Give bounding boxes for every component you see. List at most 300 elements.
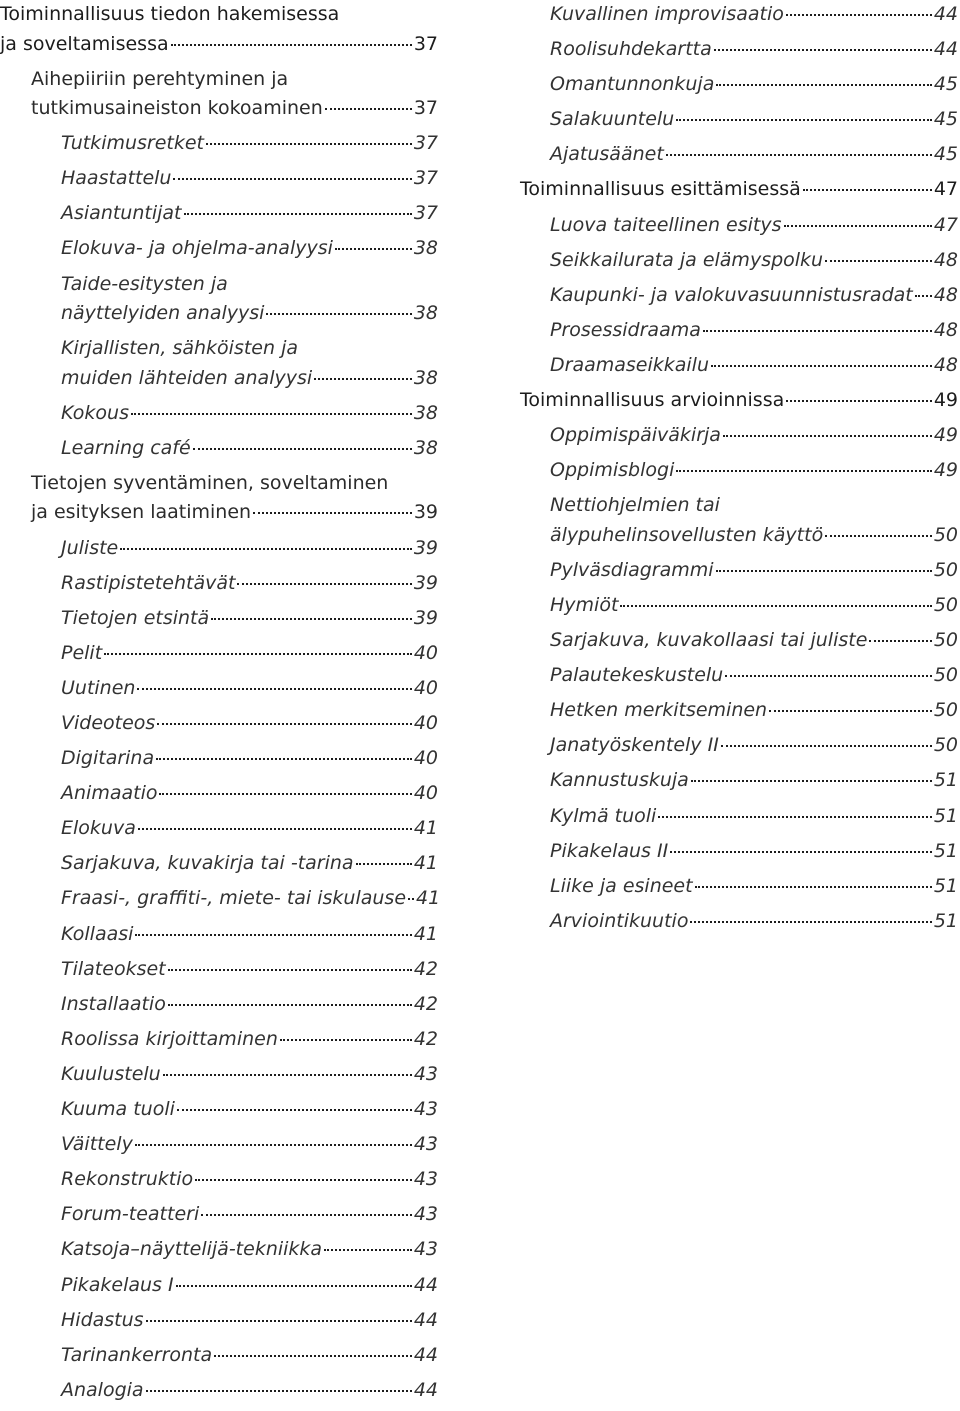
- toc-entry[interactable]: [520, 70, 958, 100]
- toc-entry-line: [0, 849, 438, 879]
- toc-entry-title: Rastipistetehtävät: [61, 571, 236, 594]
- page-number: 50: [933, 664, 958, 687]
- toc-entry-line: [520, 907, 958, 937]
- dot-leader: [803, 188, 932, 191]
- toc-entry[interactable]: [0, 779, 438, 809]
- toc-entry[interactable]: [520, 316, 958, 346]
- toc-entry-line: [520, 766, 958, 796]
- toc-entry-line: [520, 0, 958, 30]
- dot-leader: [324, 1248, 412, 1251]
- toc-entry[interactable]: [0, 334, 438, 393]
- toc-entry-line: [0, 1200, 438, 1230]
- toc-entry[interactable]: [0, 199, 438, 229]
- dot-leader: [666, 153, 932, 156]
- toc-entry-title: Janatyöskentely II: [550, 734, 719, 757]
- dot-leader: [266, 312, 411, 315]
- page-number: 44: [413, 1343, 438, 1366]
- toc-entry-title: älypuhelinsovellusten käyttö: [550, 523, 824, 546]
- toc-entry-line: [520, 175, 958, 205]
- toc-entry-line: [0, 1235, 438, 1265]
- dot-leader: [138, 827, 412, 830]
- dot-leader: [356, 862, 412, 865]
- toc-entry[interactable]: [520, 246, 958, 276]
- toc-entry-title: Fraasi-, graffiti-, miete- tai iskulause: [61, 887, 407, 910]
- toc-entry-title: Draamaseikkailu: [550, 353, 709, 376]
- dot-leader: [201, 1213, 412, 1216]
- toc-entry-line: [520, 35, 958, 65]
- page-number: 50: [933, 523, 958, 546]
- dot-leader: [691, 779, 932, 782]
- toc-entry[interactable]: [520, 661, 958, 691]
- toc-entry-title: Tutkimusretket: [61, 132, 205, 155]
- toc-entry-title: näyttelyiden analyysi: [61, 302, 265, 325]
- dot-leader: [159, 792, 411, 795]
- toc-entry-title: Omantunnonkuja: [550, 73, 715, 96]
- page-number: 50: [933, 734, 958, 757]
- dot-leader: [163, 1073, 412, 1076]
- page-number: 44: [413, 1308, 438, 1331]
- toc-entry-line: [0, 639, 438, 669]
- dot-leader: [721, 744, 932, 747]
- toc-entry[interactable]: [520, 802, 958, 832]
- toc-entry-title: Forum-teatteri: [61, 1203, 200, 1226]
- page-number: 39: [413, 536, 438, 559]
- toc-entry-title: Väittely: [61, 1133, 133, 1156]
- page-number: 43: [413, 1098, 438, 1121]
- toc-entry-line: [0, 1376, 438, 1406]
- toc-entry-line: [0, 30, 438, 60]
- page-number: 50: [933, 699, 958, 722]
- toc-entry[interactable]: [0, 569, 438, 599]
- page-number: 48: [933, 248, 958, 271]
- toc-entry-line: [0, 814, 438, 844]
- toc-entry[interactable]: [0, 1095, 438, 1125]
- page-number: 50: [933, 629, 958, 652]
- toc-entry-title-line: Kirjallisten, sähköisten ja: [61, 337, 298, 360]
- page-number: 40: [413, 712, 438, 734]
- toc-entry-line: [520, 140, 958, 170]
- toc-entry[interactable]: [0, 1060, 438, 1090]
- toc-entry-title: Liike ja esineet: [550, 874, 693, 897]
- toc-entry-title: Arviointikuutio: [550, 909, 689, 932]
- toc-entry[interactable]: [520, 386, 958, 416]
- toc-entry-line: [0, 234, 438, 264]
- page-number: 51: [933, 839, 958, 862]
- dot-leader: [168, 1003, 412, 1006]
- toc-entry-line: [520, 591, 958, 621]
- dot-leader: [620, 604, 931, 607]
- toc-entry[interactable]: [520, 556, 958, 586]
- toc-entry-line: [520, 696, 958, 726]
- dot-leader: [670, 850, 932, 853]
- page-number: 47: [933, 178, 958, 201]
- toc-entry[interactable]: [520, 766, 958, 796]
- toc-entry-title: Rekonstruktio: [61, 1168, 194, 1191]
- toc-left-column: [0, 0, 441, 1411]
- page-number: 44: [413, 1378, 438, 1401]
- toc-entry-line: [520, 246, 958, 276]
- toc-entry[interactable]: [520, 211, 958, 241]
- toc-entry-title: Juliste: [61, 536, 119, 559]
- toc-entry[interactable]: [0, 1376, 438, 1406]
- dot-leader: [173, 177, 411, 180]
- dot-leader: [869, 639, 931, 642]
- toc-entry[interactable]: [520, 35, 958, 65]
- page-number: 41: [416, 887, 441, 910]
- page-number: 44: [413, 1273, 438, 1296]
- toc-entry-title: Roolissa kirjoittaminen: [61, 1027, 278, 1050]
- toc-entry[interactable]: [0, 884, 441, 914]
- dot-leader: [237, 582, 411, 585]
- toc-entry-line: [0, 990, 438, 1020]
- toc-entry-title: Installaatio: [61, 992, 166, 1015]
- toc-entry-title: Hidastus: [61, 1308, 144, 1331]
- toc-entry-title: Digitarina: [61, 747, 155, 770]
- toc-entry[interactable]: [0, 1130, 438, 1160]
- page-number: 49: [933, 389, 958, 412]
- toc-entry-title: Pelit: [61, 641, 103, 664]
- page-number: 41: [413, 817, 438, 840]
- toc-entry-title: Haastattelu: [61, 167, 172, 190]
- toc-entry-line: [520, 316, 958, 346]
- toc-entry[interactable]: [0, 990, 438, 1020]
- toc-entry-line: [0, 1306, 438, 1336]
- page-number: 38: [413, 366, 438, 389]
- toc-entry-line: [520, 731, 958, 761]
- page-number: 47: [933, 213, 958, 236]
- toc-entry-line: [0, 94, 438, 124]
- toc-entry[interactable]: [0, 955, 438, 985]
- page-number: 51: [933, 874, 958, 897]
- toc-entry-line: [520, 456, 958, 486]
- dot-leader: [135, 933, 411, 936]
- toc-entry[interactable]: [0, 1271, 438, 1301]
- toc-entry-line: [0, 604, 438, 634]
- toc-entry-title: Seikkailurata ja elämyspolku: [550, 248, 824, 271]
- toc-entry-line: [0, 498, 438, 528]
- page-number: 44: [933, 38, 958, 61]
- dot-leader: [280, 1038, 412, 1041]
- toc-entry[interactable]: [0, 814, 438, 844]
- toc-entry-line: [0, 920, 438, 950]
- dot-leader: [784, 224, 932, 227]
- toc-entry[interactable]: [0, 604, 438, 634]
- toc-entry[interactable]: [0, 129, 438, 159]
- toc-entry-line: [520, 70, 958, 100]
- page-number: 42: [413, 957, 438, 980]
- dot-leader: [325, 107, 412, 110]
- toc-entry-line: [0, 399, 438, 429]
- toc-entry-line: [0, 1060, 438, 1090]
- toc-entry-title: Tilateokset: [61, 957, 166, 980]
- page-number: 38: [413, 401, 438, 424]
- toc-entry-title: Palautekeskustelu: [550, 664, 724, 687]
- toc-entry-title: Toiminnallisuus arvioinnissa: [520, 389, 785, 412]
- toc-entry-title: Oppimispäiväkirja: [550, 424, 721, 447]
- toc-entry-title-line: Tietojen syventäminen, soveltaminen: [31, 471, 389, 494]
- toc-entry[interactable]: [0, 709, 438, 739]
- dot-leader: [146, 1319, 412, 1322]
- page-number: 43: [413, 1238, 438, 1261]
- toc-entry[interactable]: [0, 1306, 438, 1336]
- toc-entry-title: Ajatusäänet: [550, 143, 664, 166]
- page-number: 37: [413, 132, 438, 155]
- toc-entry[interactable]: [520, 456, 958, 486]
- page-number: 51: [933, 769, 958, 792]
- toc-entry-title: Elokuva: [61, 817, 136, 840]
- dot-leader: [690, 920, 931, 923]
- toc-entry[interactable]: [0, 849, 438, 879]
- toc-entry-line: [520, 872, 958, 902]
- page-number: 39: [413, 606, 438, 629]
- toc-entry[interactable]: [0, 534, 438, 564]
- toc-entry-title: Elokuva- ja ohjelma-analyysi: [61, 237, 333, 260]
- dot-leader: [408, 897, 414, 900]
- page-number: 38: [413, 302, 438, 325]
- dot-leader: [786, 13, 932, 16]
- toc-entry-title: Kollaasi: [61, 922, 134, 945]
- toc-entry[interactable]: [520, 626, 958, 656]
- page-number: 45: [933, 73, 958, 96]
- page-number: 37: [413, 32, 438, 55]
- page-number: 48: [933, 353, 958, 376]
- toc-entry-title: Kaupunki- ja valokuvasuunnistusradat: [550, 283, 913, 306]
- dot-leader: [168, 968, 412, 971]
- page-number: 37: [413, 167, 438, 190]
- toc-entry-line: [0, 164, 438, 194]
- page-number: 43: [413, 1168, 438, 1191]
- page-number: 43: [413, 1062, 438, 1085]
- dot-leader: [214, 1354, 412, 1357]
- page-number: 48: [933, 283, 958, 306]
- dot-leader: [716, 569, 932, 572]
- toc-entry-line: [520, 802, 958, 832]
- page-number: 41: [413, 852, 438, 875]
- toc-entry[interactable]: [520, 105, 958, 135]
- page-number: 49: [933, 424, 958, 447]
- page-number: 37: [413, 202, 438, 225]
- dot-leader: [716, 83, 931, 86]
- toc-entry[interactable]: [0, 1025, 438, 1055]
- page-number: 42: [413, 992, 438, 1015]
- dot-leader: [171, 43, 412, 46]
- page-number: 51: [933, 804, 958, 827]
- toc-entry-line: [0, 434, 438, 464]
- toc-right-column: [520, 0, 958, 942]
- toc-entry-line: [0, 744, 438, 774]
- toc-entry[interactable]: [0, 65, 438, 124]
- dot-leader: [176, 1284, 412, 1287]
- toc-entry-line: [520, 661, 958, 691]
- toc-entry-line: [0, 199, 438, 229]
- toc-entry-line: [0, 1271, 438, 1301]
- toc-entry-line: [0, 1025, 438, 1055]
- toc-entry[interactable]: [0, 1165, 438, 1195]
- dot-leader: [193, 447, 412, 450]
- toc-entry-title: Pikakelaus I: [61, 1273, 174, 1296]
- dot-leader: [676, 118, 932, 121]
- toc-entry-title: Toiminnallisuus esittämisessä: [520, 178, 801, 201]
- page-number: 38: [413, 237, 438, 260]
- page-number: 43: [413, 1203, 438, 1226]
- toc-entry[interactable]: [0, 674, 438, 704]
- page-number: 42: [413, 1027, 438, 1050]
- toc-entry-title: Hymiöt: [550, 594, 619, 616]
- toc-entry-title: tutkimusaineiston kokoaminen: [31, 97, 323, 120]
- dot-leader: [335, 247, 412, 250]
- toc-entry[interactable]: [0, 469, 438, 528]
- toc-entry-title: Tarinankerronta: [61, 1343, 213, 1366]
- toc-entry[interactable]: [520, 491, 958, 550]
- page-number: 43: [413, 1133, 438, 1156]
- page-number: 51: [933, 909, 958, 932]
- toc-entry-line: [520, 421, 958, 451]
- dot-leader: [157, 722, 411, 725]
- page-number: 49: [933, 459, 958, 482]
- toc-entry-title: muiden lähteiden analyysi: [61, 366, 313, 389]
- dot-leader: [825, 259, 932, 262]
- toc-entry[interactable]: [0, 434, 438, 464]
- toc-entry[interactable]: [520, 281, 958, 311]
- dot-leader: [915, 294, 932, 297]
- page-number: 45: [933, 143, 958, 166]
- toc-entry[interactable]: [0, 164, 438, 194]
- toc-entry[interactable]: [0, 920, 438, 950]
- dot-leader: [195, 1178, 412, 1181]
- toc-entry-title: Oppimisblogi: [550, 459, 675, 482]
- toc-entry[interactable]: [520, 872, 958, 902]
- toc-entry-line: [0, 884, 441, 914]
- page-number: 45: [933, 108, 958, 131]
- dot-leader: [135, 1143, 412, 1146]
- toc-entry-line: [0, 1341, 438, 1371]
- toc-entry-title: Pylväsdiagrammi: [550, 558, 714, 581]
- toc-entry-title: Kannustuskuja: [550, 769, 689, 792]
- toc-entry-line: [0, 364, 438, 394]
- dot-leader: [120, 547, 412, 550]
- toc-entry-line: [0, 299, 438, 329]
- toc-entry[interactable]: [0, 234, 438, 264]
- toc-entry-title: Learning café: [61, 436, 191, 459]
- toc-entry-line: [0, 674, 438, 704]
- toc-entry-line: [520, 281, 958, 311]
- dot-leader: [314, 377, 412, 380]
- toc-entry-title: ja esityksen laatiminen: [31, 501, 252, 524]
- toc-entry-title: Katsoja–näyttelijä-tekniikka: [61, 1238, 323, 1261]
- page-number: 40: [413, 641, 438, 664]
- dot-leader: [723, 434, 932, 437]
- toc-entry-title: Analogia: [61, 1378, 144, 1401]
- toc-entry-line: [520, 105, 958, 135]
- dot-leader: [211, 617, 412, 620]
- page-number: 50: [933, 594, 958, 616]
- toc-entry[interactable]: [0, 1200, 438, 1230]
- toc-entry[interactable]: [520, 696, 958, 726]
- toc-entry[interactable]: [520, 351, 958, 381]
- toc-entry-line: [0, 709, 438, 739]
- toc-entry-title: Kokous: [61, 401, 129, 424]
- toc-entry-title: Tietojen etsintä: [61, 606, 210, 629]
- toc-entry-title: Kylmä tuoli: [550, 804, 657, 827]
- dot-leader: [131, 412, 412, 415]
- toc-entry[interactable]: [0, 399, 438, 429]
- page-number: 40: [413, 782, 438, 805]
- toc-entry-title: Roolisuhdekartta: [550, 38, 712, 61]
- toc-entry-title: Kuvallinen improvisaatio: [550, 3, 784, 25]
- toc-entry[interactable]: [520, 140, 958, 170]
- toc-entry[interactable]: [0, 744, 438, 774]
- toc-entry-line: [520, 837, 958, 867]
- toc-entry-title: Asiantuntijat: [61, 202, 182, 225]
- toc-entry-title-line: Nettiohjelmien tai: [550, 494, 720, 517]
- toc-entry[interactable]: [520, 731, 958, 761]
- dot-leader: [146, 1389, 412, 1392]
- toc-entry[interactable]: [0, 1235, 438, 1265]
- page-number: 40: [413, 676, 438, 699]
- dot-leader: [711, 364, 932, 367]
- page-number: 39: [413, 501, 438, 524]
- dot-leader: [177, 1108, 412, 1111]
- toc-entry-title: Hetken merkitseminen: [550, 699, 768, 722]
- dot-leader: [786, 399, 932, 402]
- toc-entry-line: [0, 534, 438, 564]
- toc-entry[interactable]: [520, 591, 958, 621]
- page-number: 41: [413, 922, 438, 945]
- toc-entry-line: [0, 569, 438, 599]
- toc-entry-line: [520, 521, 958, 551]
- page-number: 50: [933, 558, 958, 581]
- toc-entry-title: Luova taiteellinen esitys: [550, 213, 782, 236]
- toc-entry-title: Kuulustelu: [61, 1062, 161, 1085]
- dot-leader: [206, 142, 412, 145]
- toc-entry-title: Videoteos: [61, 712, 156, 734]
- toc-entry-title: Animaatio: [61, 782, 158, 805]
- toc-entry[interactable]: [520, 421, 958, 451]
- dot-leader: [137, 687, 411, 690]
- dot-leader: [658, 815, 931, 818]
- toc-entry[interactable]: [520, 907, 958, 937]
- toc-entry[interactable]: [0, 0, 438, 59]
- toc-entry[interactable]: [0, 639, 438, 669]
- toc-entry[interactable]: [0, 1341, 438, 1371]
- toc-entry-title-line: Toiminnallisuus tiedon hakemisessa: [0, 3, 340, 25]
- dot-leader: [695, 885, 932, 888]
- toc-entry-title-line: Aihepiiriin perehtyminen ja: [31, 67, 289, 90]
- dot-leader: [104, 652, 412, 655]
- dot-leader: [703, 329, 932, 332]
- dot-leader: [714, 48, 932, 51]
- toc-entry-line: [520, 211, 958, 241]
- toc-entry-title: Salakuuntelu: [550, 108, 675, 131]
- toc-entry[interactable]: [520, 175, 958, 205]
- toc-entry-line: [0, 1165, 438, 1195]
- toc-entry-line: [520, 556, 958, 586]
- toc-entry[interactable]: [520, 0, 958, 30]
- toc-entry[interactable]: [0, 270, 438, 329]
- toc-entry-title: Uutinen: [61, 676, 136, 699]
- toc-entry[interactable]: [520, 837, 958, 867]
- toc-entry-title: ja soveltamisessa: [0, 32, 169, 55]
- dot-leader: [825, 534, 932, 537]
- dot-leader: [725, 674, 932, 677]
- dot-leader: [156, 757, 412, 760]
- toc-entry-title-line: Taide-esitysten ja: [61, 272, 228, 295]
- toc-entry-line: [0, 1130, 438, 1160]
- toc-entry-line: [520, 626, 958, 656]
- page-number: 39: [413, 571, 438, 594]
- page-number: 38: [413, 436, 438, 459]
- page-number: 44: [933, 3, 958, 25]
